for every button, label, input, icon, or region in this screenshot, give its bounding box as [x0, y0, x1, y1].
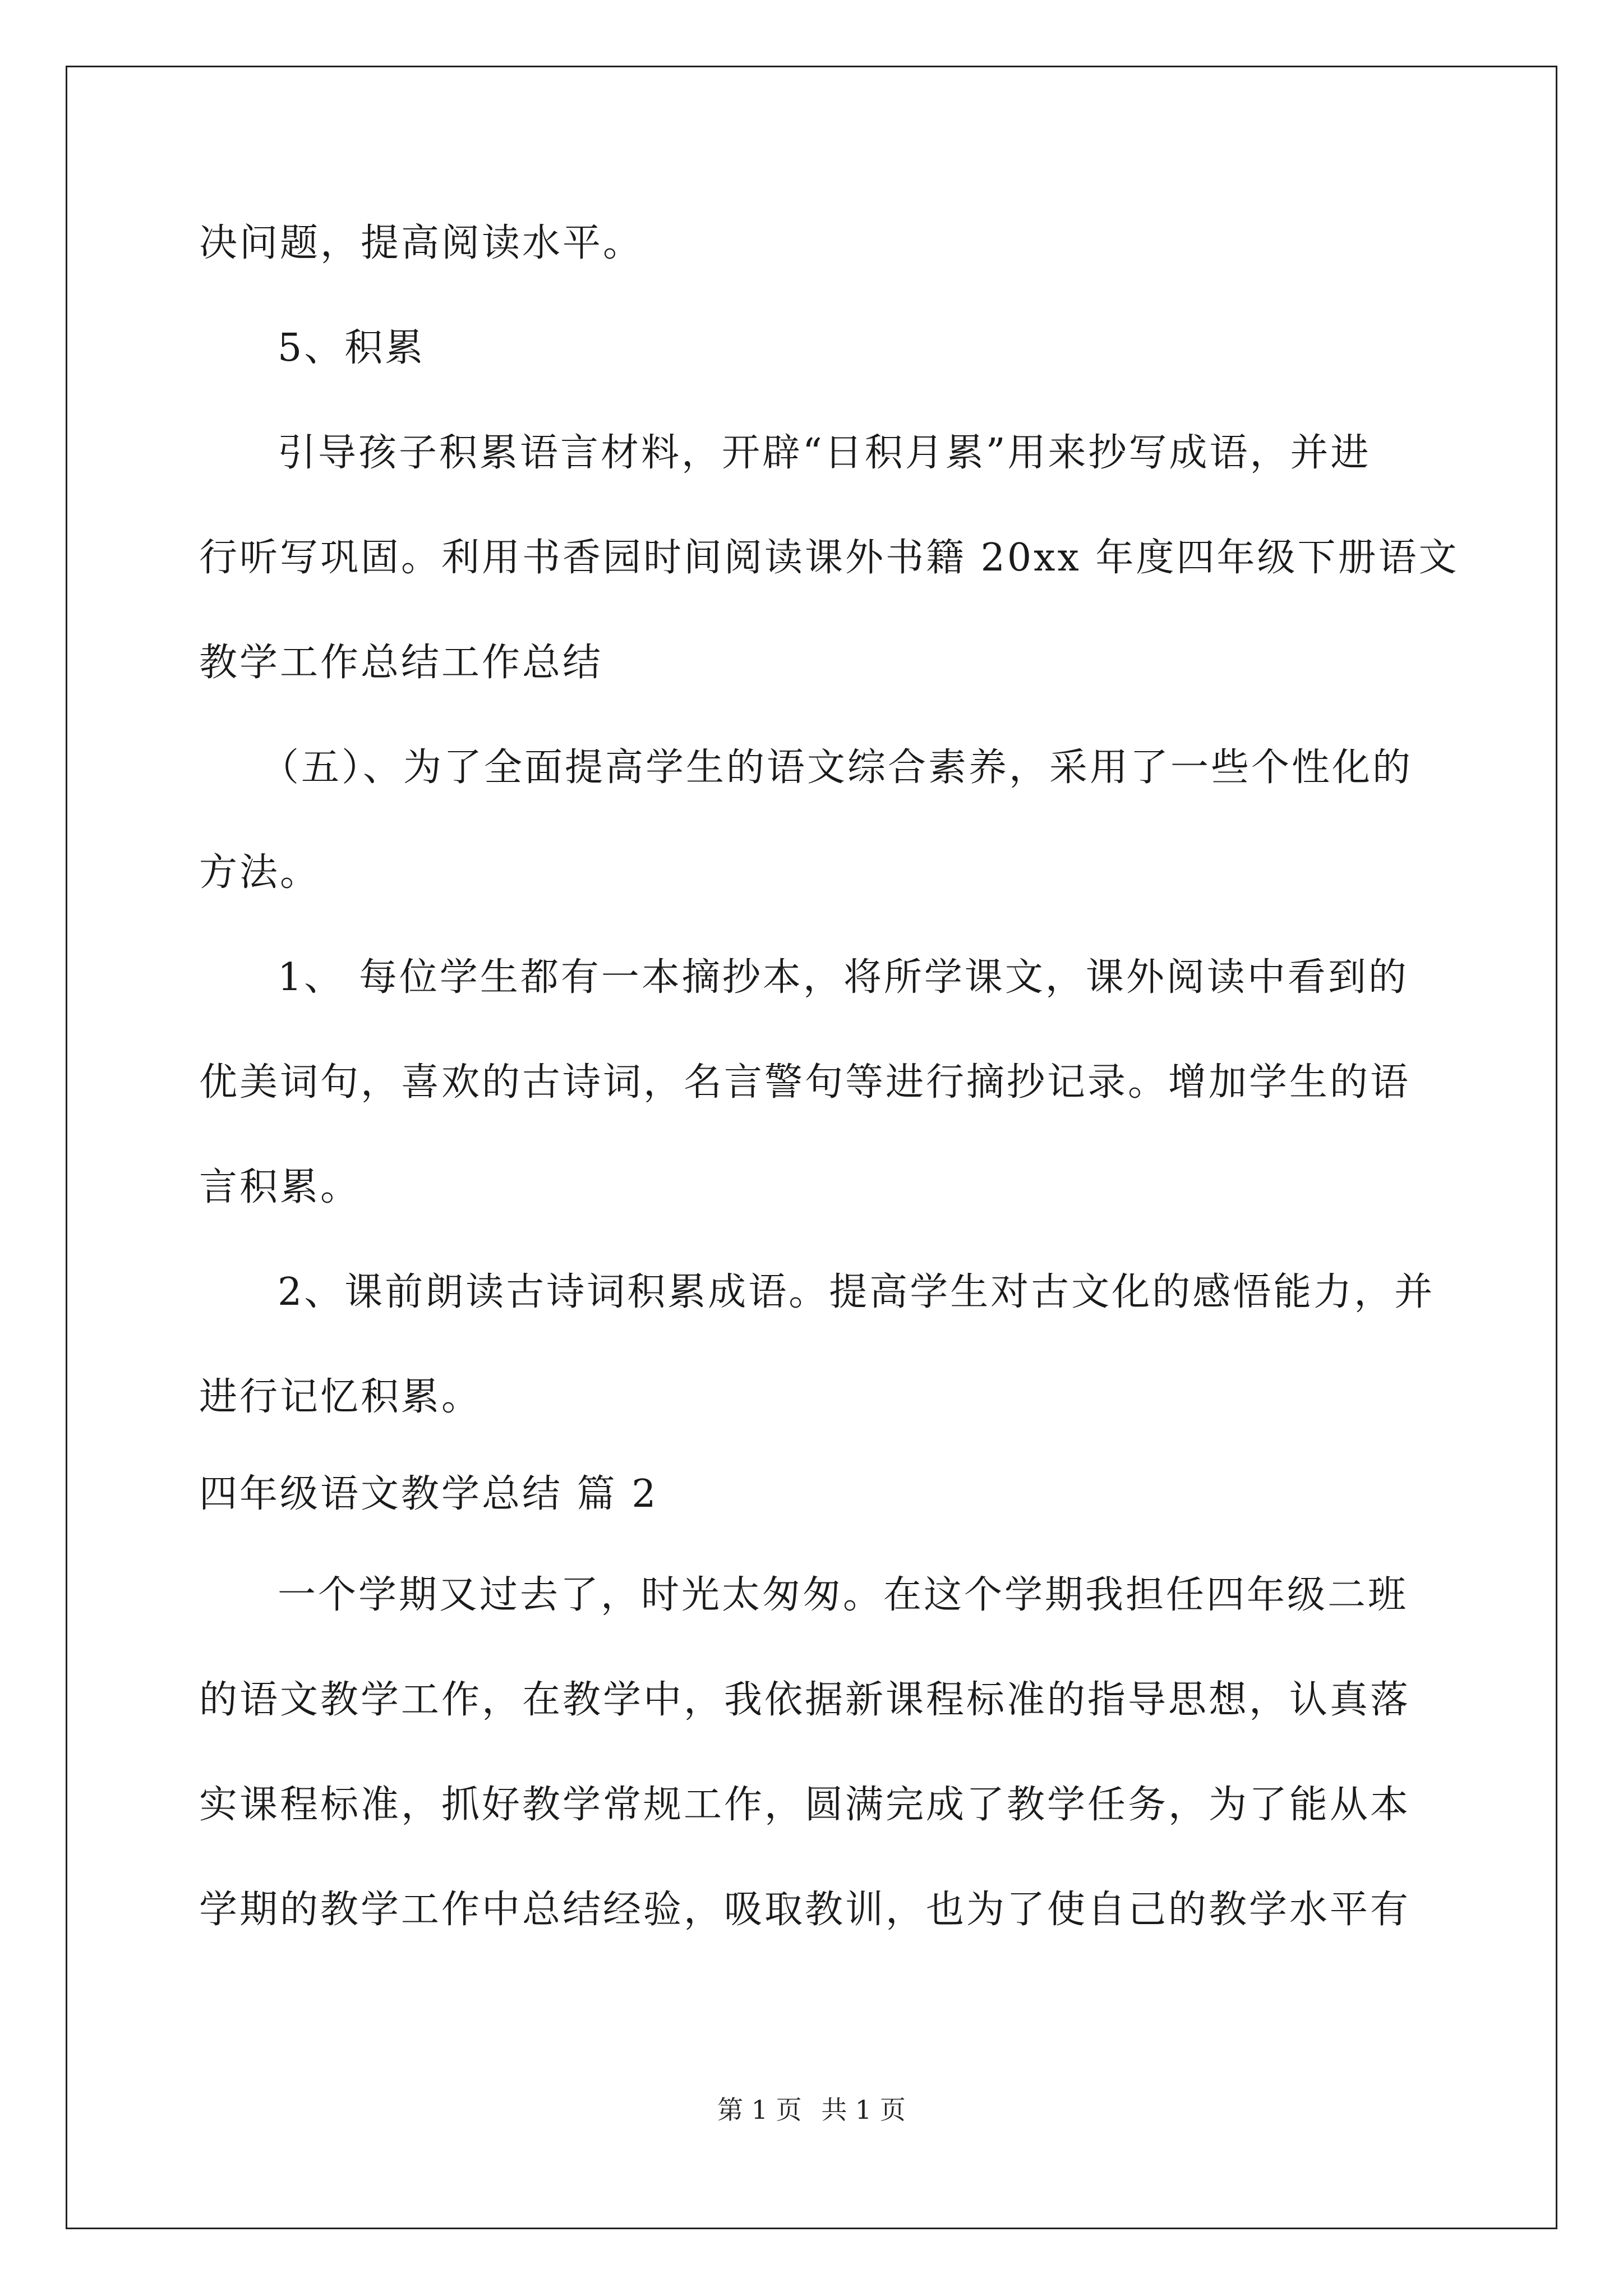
text-line: 的语文教学工作，在教学中，我依据新课程标准的指导思想，认真落 [199, 1678, 1411, 1722]
page-total: 共 1 页 [821, 2095, 906, 2125]
text-line: 2、课前朗读古诗词积累成语。提高学生对古文化的感悟能力，并 [278, 1270, 1435, 1314]
text-line: 行听写巩固。利用书香园时间阅读课外书籍 20xx 年度四年级下册语文 [199, 536, 1459, 580]
text-line: 方法。 [199, 850, 321, 895]
text-line: 引导孩子积累语言材料，开辟“日积月累”用来抄写成语，并进 [278, 431, 1371, 475]
text-line: （五）、为了全面提高学生的语文综合素养，采用了一些个性化的 [261, 746, 1413, 790]
text-line: 进行记忆积累。 [199, 1375, 482, 1419]
text-line: 决问题，提高阅读水平。 [199, 221, 644, 265]
text-line: 言积累。 [199, 1165, 361, 1209]
text-line: 优美词句，喜欢的古诗词，名言警句等进行摘抄记录。增加学生的语 [199, 1060, 1411, 1105]
text-line: 教学工作总结工作总结 [199, 641, 603, 685]
article-title: 四年级语文教学总结 篇 2 [199, 1472, 658, 1516]
text-line: 学期的教学工作中总结经验，吸取教训，也为了使自己的教学水平有 [199, 1888, 1411, 1932]
text-line: 一个学期又过去了，时光太匆匆。在这个学期我担任四年级二班 [278, 1573, 1409, 1617]
text-line: 实课程标准，抓好教学常规工作，圆满完成了教学任务，为了能从本 [199, 1783, 1411, 1827]
section-heading: 5、积累 [278, 326, 426, 370]
page-number: 第 1 页 [717, 2095, 802, 2125]
text-line: 1、 每位学生都有一本摘抄本，将所学课文，课外阅读中看到的 [278, 955, 1409, 1000]
page-footer [0, 2090, 1623, 2127]
